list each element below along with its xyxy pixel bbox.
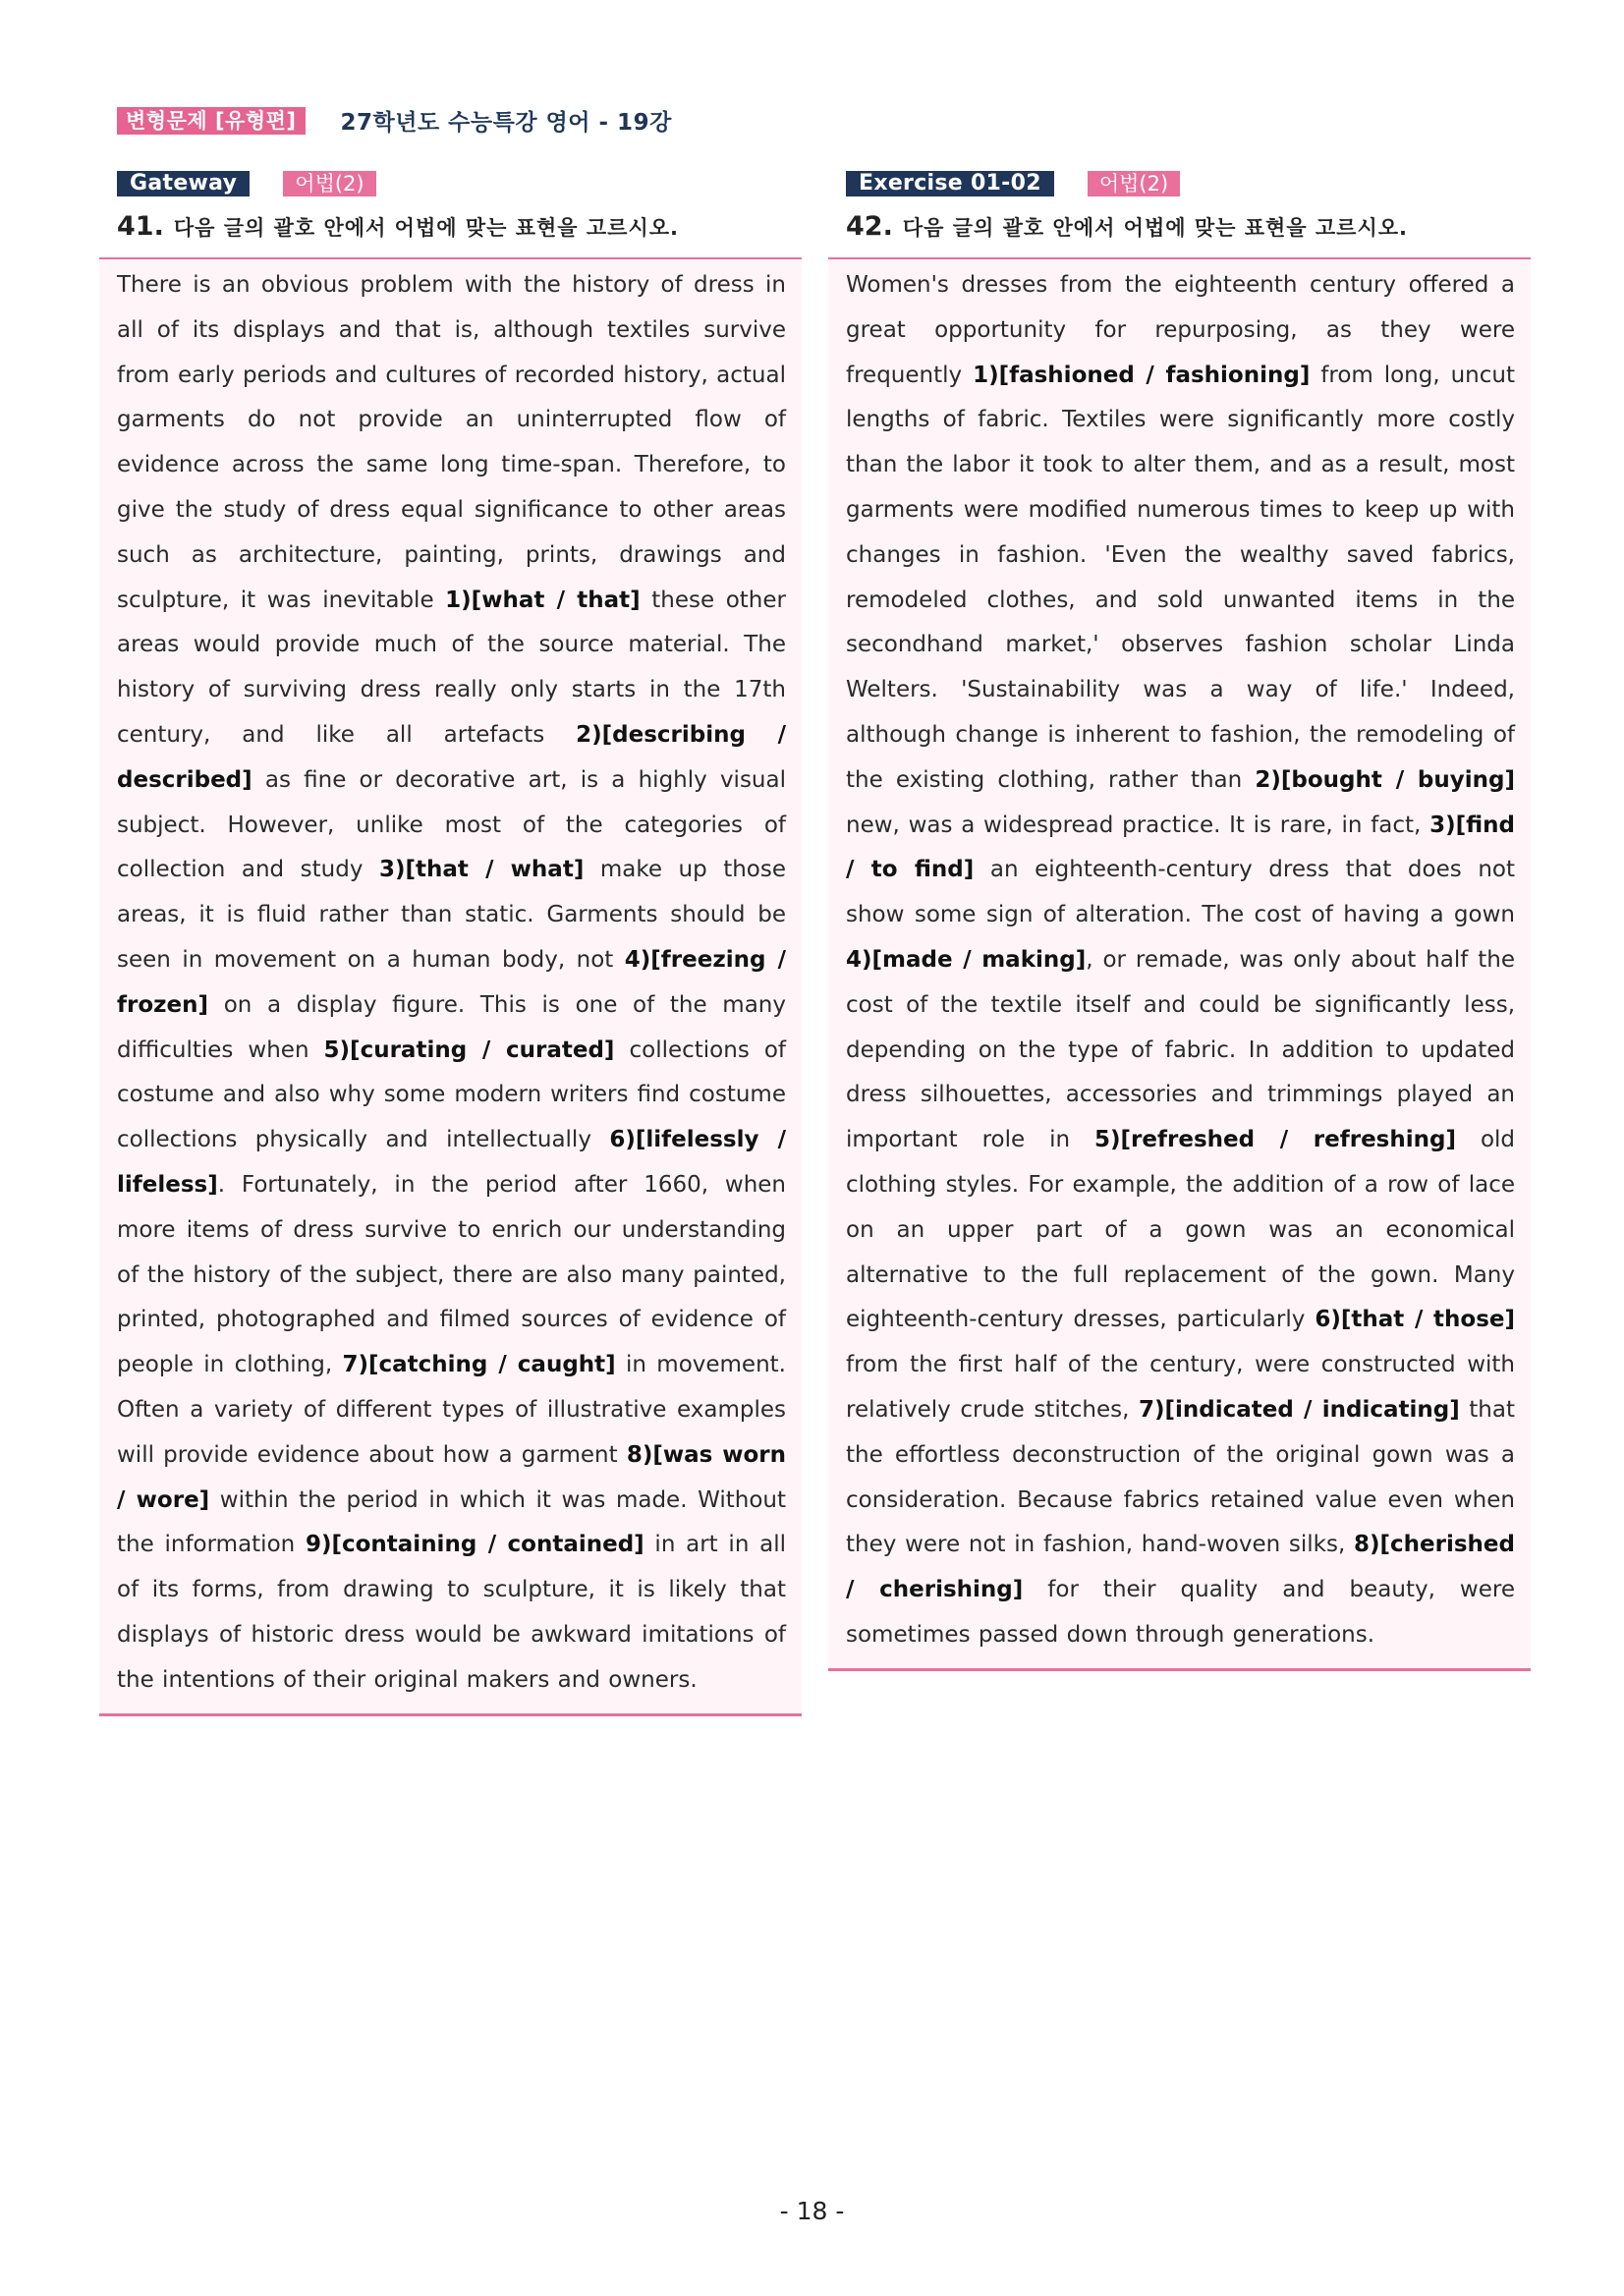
passage-text [846, 263, 1515, 1658]
passage-box [99, 257, 802, 1716]
passage-segment: , or remade, was only about half the cost of the textile itself and could be significantly less, depending on the type of fabric. In addition to updated dress silhouettes, accessories and trimmings played an important role in [846, 946, 1515, 1153]
grammar-choice: 6)[that / those] [1315, 1307, 1516, 1333]
passage-segment: make up those areas, it is fluid rather than static. Garments should be seen in movement on a human body, not [117, 857, 787, 973]
passage-segment: from long, uncut lengths of fabric. Textiles were significantly more costly than the labor it took to alter them, and as a result, most garments were modified numerous times to keep up with changes in fashion. 'Even the wealthy saved fabrics, remodeled clothes, and sold unwanted items in the secondhand market,' observes fashion scholar Linda Welters. 'Sustainability was a way of life.' Indeed, although change is inherent to fashion, the remodeling of the existing clothing, rather than [846, 362, 1515, 793]
question-text: 다음 글의 괄호 안에서 어법에 맞는 표현을 고르시오. [902, 216, 1409, 240]
passage-box [828, 257, 1531, 1671]
header-title: 27학년도 수능특강 영어 - 19강 [340, 110, 672, 136]
question-42-prompt [846, 211, 1531, 242]
passage-segment: an eighteenth-century dress that does not show some sign of alteration. The cost of having a gown [846, 857, 1516, 928]
passage-segment: within the period in which it was made. Without the information [117, 1486, 786, 1558]
question-41-column [99, 170, 802, 1716]
grammar-choice: 1)[fashioned / fashioning] [973, 362, 1311, 388]
grammar-choice: 2)[bought / buying] [1255, 766, 1515, 793]
passage-segment: that the effortless deconstruction of the original gown was a consideration. Because fabrics retained value even when they were not in fashion, hand-woven silks, [846, 1396, 1515, 1558]
grammar-choice: 7)[indicated / indicating] [1138, 1396, 1460, 1423]
grammar-choice: 5)[curating / curated] [323, 1036, 615, 1063]
passage-segment: collections of costume and also why some modern writers find costume collections physically and intellectually [117, 1036, 786, 1153]
grammar-choice: 4)[made / making] [846, 946, 1087, 973]
grammar-choice: 9)[containing / contained] [305, 1532, 644, 1558]
grammar-choice: 3)[find / to find] [846, 812, 1515, 883]
question-41-labels [117, 170, 802, 197]
question-number: 41. [117, 211, 164, 242]
source-label: Gateway [117, 171, 250, 196]
passage-segment: on a display figure. This is one of the many difficulties when [117, 991, 786, 1063]
question-41-prompt [117, 211, 802, 242]
grammar-choice: 4)[freezing / frozen] [117, 946, 786, 1018]
passage-segment: as fine or decorative art, is a highly visual subject. However, unlike most of the categories of collection and study [117, 766, 786, 883]
grammar-choice: 7)[catching / caught] [342, 1352, 616, 1378]
page-header [117, 104, 672, 137]
passage-segment: for their quality and beauty, were sometimes passed down through generations. [846, 1577, 1515, 1648]
grammar-choice: 5)[refreshed / refreshing] [1094, 1127, 1456, 1153]
category-label: 어법(2) [1088, 171, 1180, 196]
grammar-choice: 2)[describing / described] [117, 721, 786, 793]
question-42-column [828, 170, 1531, 1671]
passage-segment: There is an obvious problem with the history of dress in all of its displays and that is, although textiles survive from early periods and cultures of recorded history, actual garments do not provide an uninterrupted flow of evidence across the same long time-span. Therefore, to give the study of dress equal significance to other areas such as architecture, painting, prints, drawings and sculpture, it was inevitable [117, 272, 786, 613]
passage-segment: in art in all of its forms, from drawing to sculpture, it is likely that displays of historic dress would be awkward imitations of the intentions of their original makers and owners. [117, 1532, 786, 1693]
page-number: - 18 - [779, 2197, 845, 2225]
passage-segment: old clothing styles. For example, the addition of a row of lace on an upper part of a gown was an economical alternative to the full replacement of the gown. Many eighteenth-century dresses, particularly [846, 1127, 1516, 1333]
passage-segment: new, was a widespread practice. It is rare, in fact, [846, 812, 1430, 838]
grammar-choice: 1)[what / that] [445, 587, 641, 613]
passage-segment: Women's dresses from the eighteenth century offered a great opportunity for repurposing, as they were frequently [846, 272, 1515, 388]
passage-segment: these other areas would provide much of the source material. The history of surviving dress really only starts in the 17th century, and like all artefacts [117, 587, 786, 748]
grammar-choice: 8)[was worn / wore] [117, 1441, 786, 1513]
passage-segment: from the first half of the century, were constructed with relatively crude stitches, [846, 1352, 1515, 1423]
grammar-choice: 6)[lifelessly / lifeless] [117, 1127, 787, 1198]
question-42-labels [846, 170, 1531, 197]
grammar-choice: 3)[that / what] [378, 857, 585, 883]
header-tag: 변형문제 [유형편] [117, 107, 306, 135]
passage-segment: . Fortunately, in the period after 1660, when more items of dress survive to enrich our understanding of the history of the subject, there are also many painted, printed, photographed and filmed sources of evidence of people in clothing, [117, 1171, 786, 1378]
source-label: Exercise 01-02 [846, 171, 1054, 196]
grammar-choice: 8)[cherished / cherishing] [846, 1532, 1515, 1603]
question-number: 42. [846, 211, 893, 242]
category-label: 어법(2) [283, 171, 375, 196]
question-text: 다음 글의 괄호 안에서 어법에 맞는 표현을 고르시오. [173, 216, 680, 240]
passage-text [117, 263, 786, 1704]
passage-segment: in movement. Often a variety of different types of illustrative examples will provide evidence about how a garment [117, 1352, 786, 1468]
